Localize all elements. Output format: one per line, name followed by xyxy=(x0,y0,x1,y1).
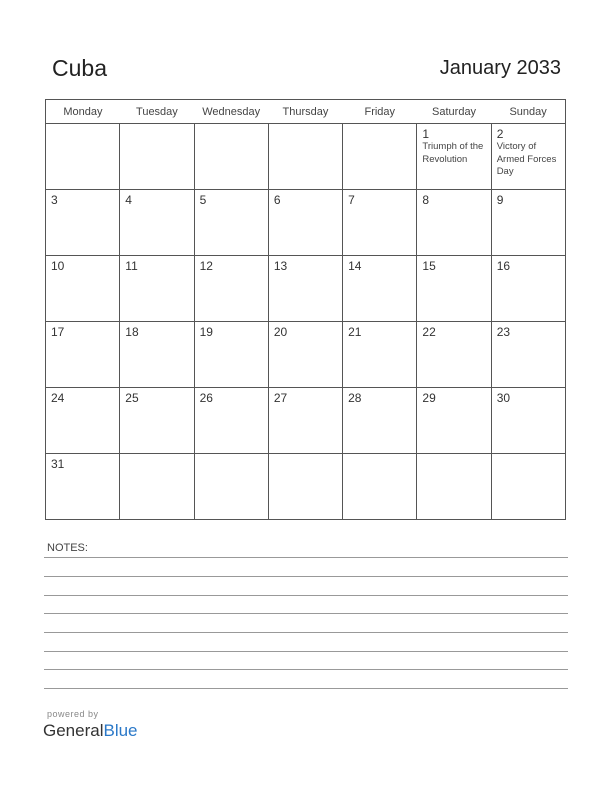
week-row xyxy=(46,124,566,190)
holiday-label: Triumph of the Revolution xyxy=(422,141,484,165)
country-title: Cuba xyxy=(52,55,107,81)
day-number: 7 xyxy=(348,193,355,207)
day-number: 6 xyxy=(273,193,281,207)
day-number: 30 xyxy=(496,391,511,405)
day-cell xyxy=(491,256,565,322)
day-number: 24 xyxy=(51,391,65,405)
notes-line xyxy=(44,576,568,577)
day-cell xyxy=(343,190,417,256)
day-cell xyxy=(417,190,491,256)
weekday-header: Tuesday xyxy=(120,100,194,124)
month-title: January 2033 xyxy=(439,57,561,79)
day-number: 5 xyxy=(199,193,207,207)
day-cell xyxy=(343,388,417,454)
day-cell xyxy=(343,454,417,520)
day-cell xyxy=(194,322,268,388)
day-cell xyxy=(417,454,491,520)
weekday-header: Wednesday xyxy=(194,100,268,124)
weekday-header-row xyxy=(46,100,566,124)
brand-name-part1: General xyxy=(43,721,104,740)
weekday-header: Thursday xyxy=(268,100,342,124)
week-row xyxy=(46,322,566,388)
day-cell xyxy=(491,322,565,388)
day-cell xyxy=(194,190,268,256)
day-number: 17 xyxy=(51,325,65,339)
holiday-label: Victory of Armed Forces Day xyxy=(496,141,557,177)
day-cell xyxy=(46,190,120,256)
weekday-header: Friday xyxy=(343,100,417,124)
day-cell xyxy=(120,454,194,520)
day-number: 1 xyxy=(422,127,430,141)
day-cell xyxy=(343,256,417,322)
day-number: 31 xyxy=(51,457,65,471)
day-number: 8 xyxy=(422,193,430,207)
day-cell xyxy=(417,388,491,454)
notes-line xyxy=(44,613,568,614)
day-number: 11 xyxy=(125,259,138,273)
notes-label: NOTES: xyxy=(47,542,88,554)
day-cell xyxy=(46,454,120,520)
day-cell xyxy=(491,190,565,256)
day-cell xyxy=(120,388,194,454)
day-cell xyxy=(46,256,120,322)
day-cell xyxy=(417,124,491,190)
week-row xyxy=(46,454,566,520)
day-number: 28 xyxy=(348,391,362,405)
day-number: 3 xyxy=(51,193,58,207)
day-cell xyxy=(268,124,342,190)
notes-line xyxy=(44,595,568,596)
day-cell xyxy=(46,322,120,388)
day-number: 25 xyxy=(125,391,139,405)
day-number: 9 xyxy=(496,193,504,207)
day-number: 13 xyxy=(273,259,288,273)
day-number: 27 xyxy=(273,391,288,405)
day-number: 16 xyxy=(496,259,511,273)
day-cell xyxy=(268,322,342,388)
day-number: 20 xyxy=(273,325,288,339)
notes-line xyxy=(44,632,568,633)
weekday-header: Saturday xyxy=(417,100,491,124)
day-cell xyxy=(268,256,342,322)
week-row xyxy=(46,190,566,256)
day-number: 21 xyxy=(348,325,362,339)
day-number: 4 xyxy=(125,193,132,207)
week-row xyxy=(46,256,566,322)
day-number: 14 xyxy=(348,259,362,273)
day-cell xyxy=(194,388,268,454)
week-row xyxy=(46,388,566,454)
day-cell xyxy=(120,124,194,190)
notes-line xyxy=(44,557,568,558)
day-number: 23 xyxy=(496,325,511,339)
day-cell xyxy=(120,322,194,388)
day-cell xyxy=(417,256,491,322)
brand-logo xyxy=(43,721,138,741)
day-cell xyxy=(491,454,565,520)
weekday-header: Sunday xyxy=(491,100,565,124)
day-number: 29 xyxy=(422,391,436,405)
day-cell xyxy=(120,256,194,322)
weekday-header: Monday xyxy=(46,100,120,124)
day-cell xyxy=(343,124,417,190)
day-cell xyxy=(46,388,120,454)
day-cell xyxy=(417,322,491,388)
day-cell xyxy=(194,124,268,190)
notes-line xyxy=(44,669,568,670)
powered-by-text: powered by xyxy=(47,709,99,719)
day-cell xyxy=(268,190,342,256)
day-cell xyxy=(194,454,268,520)
day-cell xyxy=(268,454,342,520)
day-number: 22 xyxy=(422,325,436,339)
day-number: 26 xyxy=(199,391,213,405)
day-number: 10 xyxy=(51,259,65,273)
day-cell xyxy=(46,124,120,190)
day-cell xyxy=(268,388,342,454)
day-number: 19 xyxy=(199,325,213,339)
day-cell xyxy=(194,256,268,322)
notes-line xyxy=(44,651,568,652)
day-number: 12 xyxy=(199,259,213,273)
day-cell xyxy=(491,124,565,190)
notes-line xyxy=(44,688,568,689)
day-cell xyxy=(120,190,194,256)
calendar-grid xyxy=(45,99,566,520)
day-number: 2 xyxy=(496,127,504,141)
day-number: 18 xyxy=(125,325,139,339)
day-number: 15 xyxy=(422,259,436,273)
day-cell xyxy=(343,322,417,388)
day-cell xyxy=(491,388,565,454)
brand-name-part2: Blue xyxy=(103,721,138,740)
